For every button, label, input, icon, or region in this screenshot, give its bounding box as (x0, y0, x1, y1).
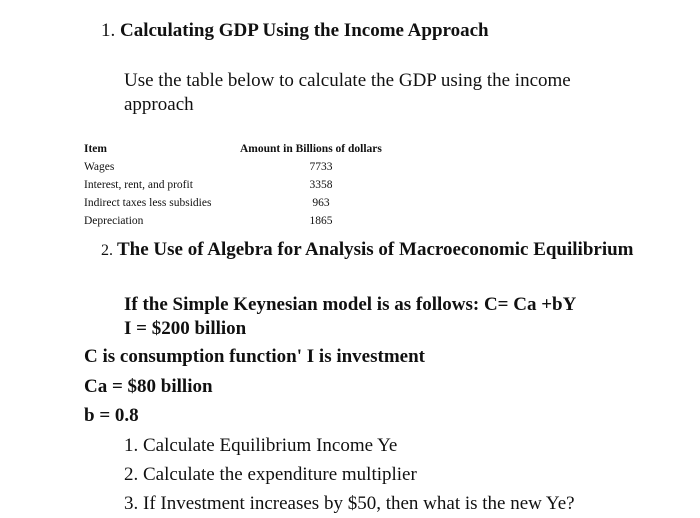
question-1-heading (101, 20, 489, 42)
table-row-amount: 7733 (309, 161, 333, 173)
model-line-1: If the Simple Keynesian model is as follows: C= Ca +bY (124, 294, 577, 315)
task-item: 2. Calculate the expenditure multiplier (124, 464, 417, 485)
question-1-title: Calculating GDP Using the Income Approach (120, 20, 489, 41)
b-value-line: b = 0.8 (84, 405, 139, 426)
model-line-2: I = $200 billion (124, 318, 247, 339)
question-1-instruction: Use the table below to calculate the GDP using the income approach (124, 70, 571, 115)
table-row-item: Wages (84, 161, 115, 173)
question-1-number: 1. (101, 20, 116, 41)
table-row-item: Interest, rent, and profit (84, 179, 193, 191)
table-row-amount: 963 (312, 197, 330, 209)
ca-value-line: Ca = $80 billion (84, 376, 213, 397)
table-row-amount: 1865 (309, 215, 333, 227)
model-description (124, 293, 664, 341)
table-header-amount: Amount in Billions of dollars (240, 143, 382, 155)
question-2-number: 2. (101, 242, 113, 259)
task-item: 3. If Investment increases by $50, then what is the new Ye? (124, 493, 575, 514)
table-row-amount: 3358 (309, 179, 333, 191)
table-header-item: Item (84, 143, 107, 155)
table-row-item: Indirect taxes less subsidies (84, 197, 212, 209)
definition-line: C is consumption function' I is investment (84, 346, 425, 367)
task-item: 1. Calculate Equilibrium Income Ye (124, 435, 398, 456)
table-row-item: Depreciation (84, 215, 144, 227)
question-2-heading (101, 238, 661, 263)
question-2-title: The Use of Algebra for Analysis of Macroeconomic Equilibrium (117, 239, 634, 260)
